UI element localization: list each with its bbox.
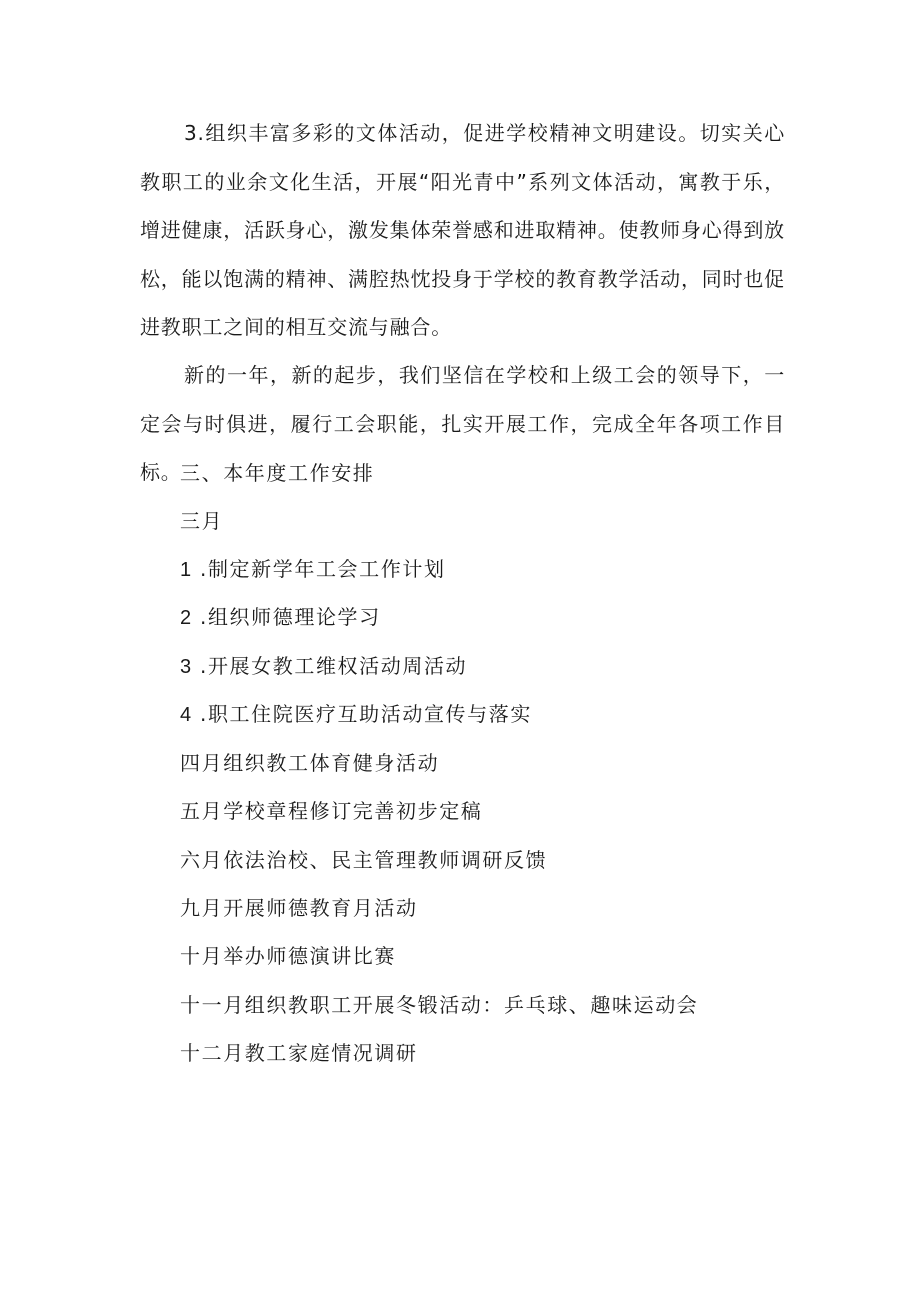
item-number: 1 — [180, 559, 192, 581]
item-text: .组织师德理论学习 — [200, 605, 381, 629]
month-item-november: 十一月组织教职工开展冬锻活动：乒乓球、趣味运动会 — [180, 993, 699, 1017]
month-item-may: 五月学校章程修订完善初步定稿 — [180, 799, 483, 823]
item-number: 4 — [180, 704, 192, 726]
item-text: .开展女教工维权活动周活动 — [200, 654, 468, 678]
section-heading: 三、本年度工作安排 — [180, 461, 375, 485]
paragraph-cultural-activities: 3.组织丰富多彩的文体活动，促进学校精神文明建设。切实关心教职工的业余文化生活，开展“阳光青中”系列文体活动，寓教于乐，增进健康，活跃身心，激发集体荣誉感和进取精神。使教师身心得到放松，能以饱满的精神、满腔热忱投身于学校的教育教学活动，同时也促进教职工之间的相互交流与融合。 — [140, 121, 785, 339]
march-item-4 — [180, 699, 532, 730]
month-label-march: 三月 — [180, 509, 224, 533]
month-item-december: 十二月教工家庭情况调研 — [180, 1041, 418, 1065]
item-number: 3 — [180, 656, 192, 678]
item-number: 2 — [180, 607, 192, 629]
march-item-1 — [180, 554, 446, 585]
item-text: .制定新学年工会工作计划 — [200, 557, 446, 581]
march-item-3 — [180, 651, 467, 682]
item-text: .职工住院医疗互助活动宣传与落实 — [200, 702, 532, 726]
month-item-october: 十月举办师德演讲比赛 — [180, 944, 396, 968]
month-item-june: 六月依法治校、民主管理教师调研反馈 — [180, 848, 548, 872]
month-item-september: 九月开展师德教育月活动 — [180, 896, 418, 920]
march-item-2 — [180, 602, 381, 633]
paragraph-new-year: 新的一年，新的起步，我们坚信在学校和上级工会的领导下，一定会与时俱进，履行工会职能，扎实开展工作，完成全年各项工作目标。 — [140, 363, 785, 484]
month-item-april: 四月组织教工体育健身活动 — [180, 751, 440, 775]
